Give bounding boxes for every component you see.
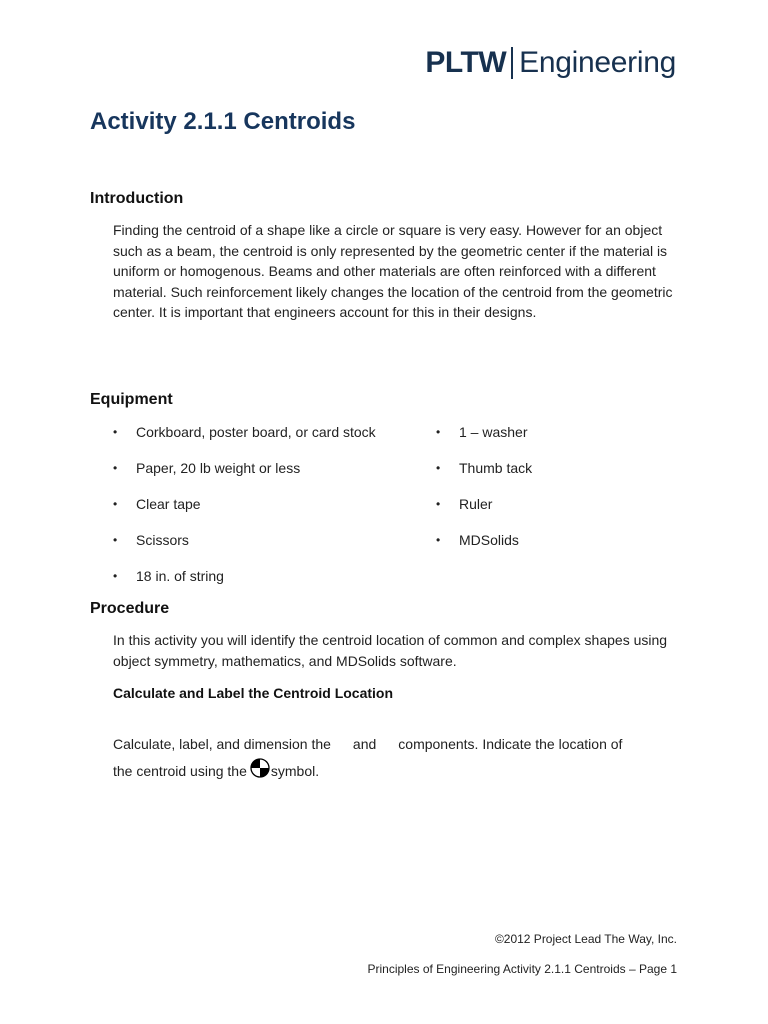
equipment-list-right	[436, 423, 532, 567]
list-item	[436, 423, 532, 459]
introduction-text: Finding the centroid of a shape like a circle or square is very easy. However for an object such as a beam, the centroid is only represented by the geometric center if the material is uniform or homogenous. Beams and other materials are often reinforced with a different material. Such reinforcement likely changes the location of the centroid from the geometric center. It is important that engineers account for this in their designs.	[113, 222, 673, 321]
logo-divider	[511, 47, 513, 79]
list-item	[436, 531, 532, 567]
procedure-heading: Procedure	[90, 600, 170, 617]
footer-page-label: Principles of Engineering Activity 2.1.1 Centroids – Page 1	[367, 962, 677, 976]
equipment-item: Paper, 20 lb weight or less	[136, 460, 301, 476]
procedure-subheading: Calculate and Label the Centroid Location	[113, 685, 394, 701]
equipment-item: 1 – washer	[459, 424, 528, 440]
calc-instruction-line-1	[113, 736, 693, 752]
equipment-item: Corkboard, poster board, or card stock	[136, 424, 376, 440]
bullet-icon: •	[113, 533, 118, 547]
introduction-heading: Introduction	[90, 190, 184, 207]
equipment-item: Thumb tack	[459, 460, 533, 476]
procedure-text: In this activity you will identify the centroid location of common and complex shapes using object symmetry, mathematics, and MDSolids software.	[113, 632, 668, 669]
list-item	[113, 459, 376, 495]
equipment-item: 18 in. of string	[136, 568, 224, 584]
equipment-heading: Equipment	[90, 391, 173, 408]
calc-text-4: the centroid using the	[113, 763, 247, 779]
list-item	[436, 495, 532, 531]
page-title: Activity 2.1.1 Centroids	[90, 108, 356, 135]
list-item	[436, 459, 532, 495]
equipment-item: Scissors	[136, 532, 189, 548]
calc-text-1: Calculate, label, and dimension the	[113, 736, 331, 752]
bullet-icon: •	[436, 425, 441, 439]
equipment-item: Ruler	[459, 496, 493, 512]
centroid-symbol-icon	[250, 758, 270, 778]
bullet-icon: •	[436, 461, 441, 475]
calc-text-3: components. Indicate the location of	[398, 736, 623, 752]
equipment-item: Clear tape	[136, 496, 201, 512]
list-item	[113, 531, 376, 567]
footer-copyright: ©2012 Project Lead The Way, Inc.	[494, 932, 677, 946]
pltw-engineering-logo	[425, 46, 676, 80]
list-item	[113, 423, 376, 459]
bullet-icon: •	[113, 461, 118, 475]
bullet-icon: •	[113, 425, 118, 439]
bullet-icon: •	[113, 497, 118, 511]
list-item	[113, 495, 376, 531]
bullet-icon: •	[436, 533, 441, 547]
calc-text-2: and	[352, 736, 377, 752]
bullet-icon: •	[436, 497, 441, 511]
logo-brand: PLTW	[425, 46, 507, 79]
logo-division: Engineering	[519, 46, 676, 79]
bullet-icon: •	[113, 569, 118, 583]
list-item	[113, 567, 376, 603]
equipment-list-left	[113, 423, 376, 603]
equipment-item: MDSolids	[459, 532, 519, 548]
calc-instruction-line-2	[113, 758, 693, 779]
calc-text-5: symbol.	[270, 763, 320, 779]
